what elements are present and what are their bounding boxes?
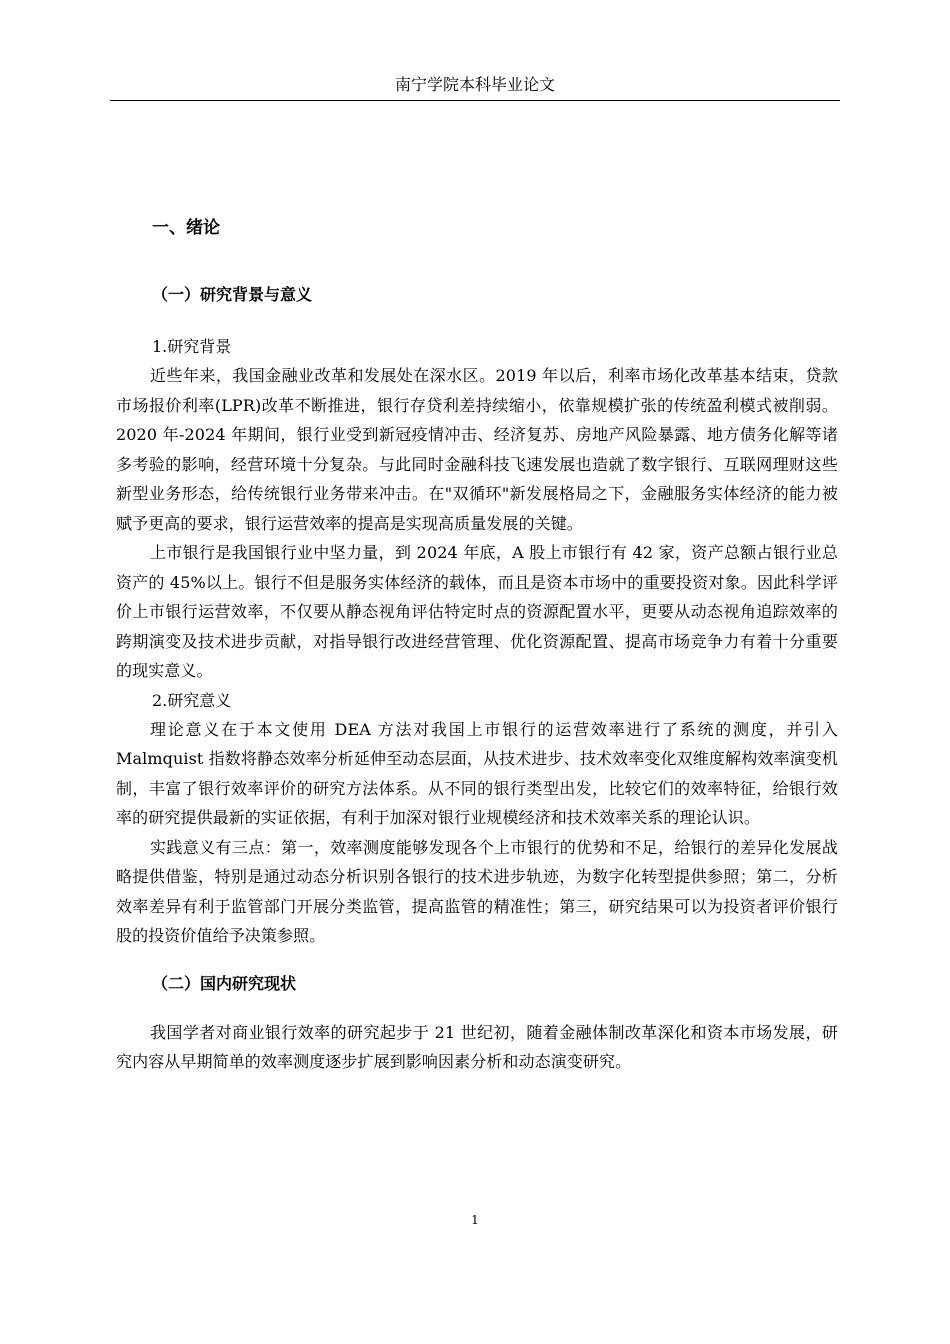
paragraph-domestic-research: 我国学者对商业银行效率的研究起步于 21 世纪初，随着金融体制改革深化和资本市场发展，研究内容从早期简单的效率测度逐步扩展到影响因素分析和动态演变研究。	[116, 1022, 838, 1071]
running-header: 南宁学院本科毕业论文	[394, 75, 555, 94]
subsection-title-significance: 2.研究意义	[152, 690, 232, 710]
page-number: 1	[471, 1213, 479, 1227]
paragraph-significance-2: 实践意义有三点：第一，效率测度能够发现各个上市银行的优势和不足，给银行的差异化发展战略提供借鉴，特别是通过动态分析识别各银行的技术进步轨迹，为数字化转型提供参照；第二，分析效率差异有利于监管部门开展分类监管，提高监管的精准性；第三，研究结果可以为投资者评价银行股的投资价值给予决策参照。	[116, 837, 838, 945]
paper-body	[116, 213, 838, 1077]
header-rule	[110, 100, 840, 101]
section-title-domestic-research: （二）国内研究现状	[152, 973, 297, 993]
subsection-title-background: 1.研究背景	[152, 337, 232, 356]
chapter-title: 一、绪论	[152, 218, 220, 238]
section-title-background: （一）研究背景与意义	[152, 285, 313, 304]
paragraph-background-1: 近些年来，我国金融业改革和发展处在深水区。2019 年以后，利率市场化改革基本结束，贷款市场报价利率(LPR)改革不断推进，银行存贷利差持续缩小，依靠规模扩张的传统盈利模式被削弱。2020 年-2024 年期间，银行业受到新冠疫情冲击、经济复苏、房地产风险暴露、地方债务化解等诸多考验的影响，经营环境十分复杂。与此同时金融科技飞速发展也造就了数字银行、互联网理财这些新型业务形态，给传统银行业务带来冲击。在"双循环"新发展格局之下，金融服务实体经济的能力被赋予更高的要求，银行运营效率的提高是实现高质量发展的关键。	[116, 366, 838, 533]
paragraph-significance-1: 理论意义在于本文使用 DEA 方法对我国上市银行的运营效率进行了系统的测度，并引入 Malmquist 指数将静态效率分析延伸至动态层面，从技术进步、技术效率变化双维度解构效率演变机制，丰富了银行效率评价的研究方法体系。从不同的银行类型出发，比较它们的效率特征，给银行效率的研究提供最新的实证依据，有利于加深对银行业规模经济和技术效率关系的理论认识。	[116, 719, 838, 827]
paragraph-background-2: 上市银行是我国银行业中坚力量，到 2024 年底，A 股上市银行有 42 家，资产总额占银行业总资产的 45%以上。银行不但是服务实体经济的载体，而且是资本市场中的重要投资对象。因此科学评价上市银行运营效率，不仅要从静态视角评估特定时点的资源配置水平，更要从动态视角追踪效率的跨期演变及技术进步贡献，对指导银行改进经营管理、优化资源配置、提高市场竞争力有着十分重要的现实意义。	[116, 543, 838, 680]
